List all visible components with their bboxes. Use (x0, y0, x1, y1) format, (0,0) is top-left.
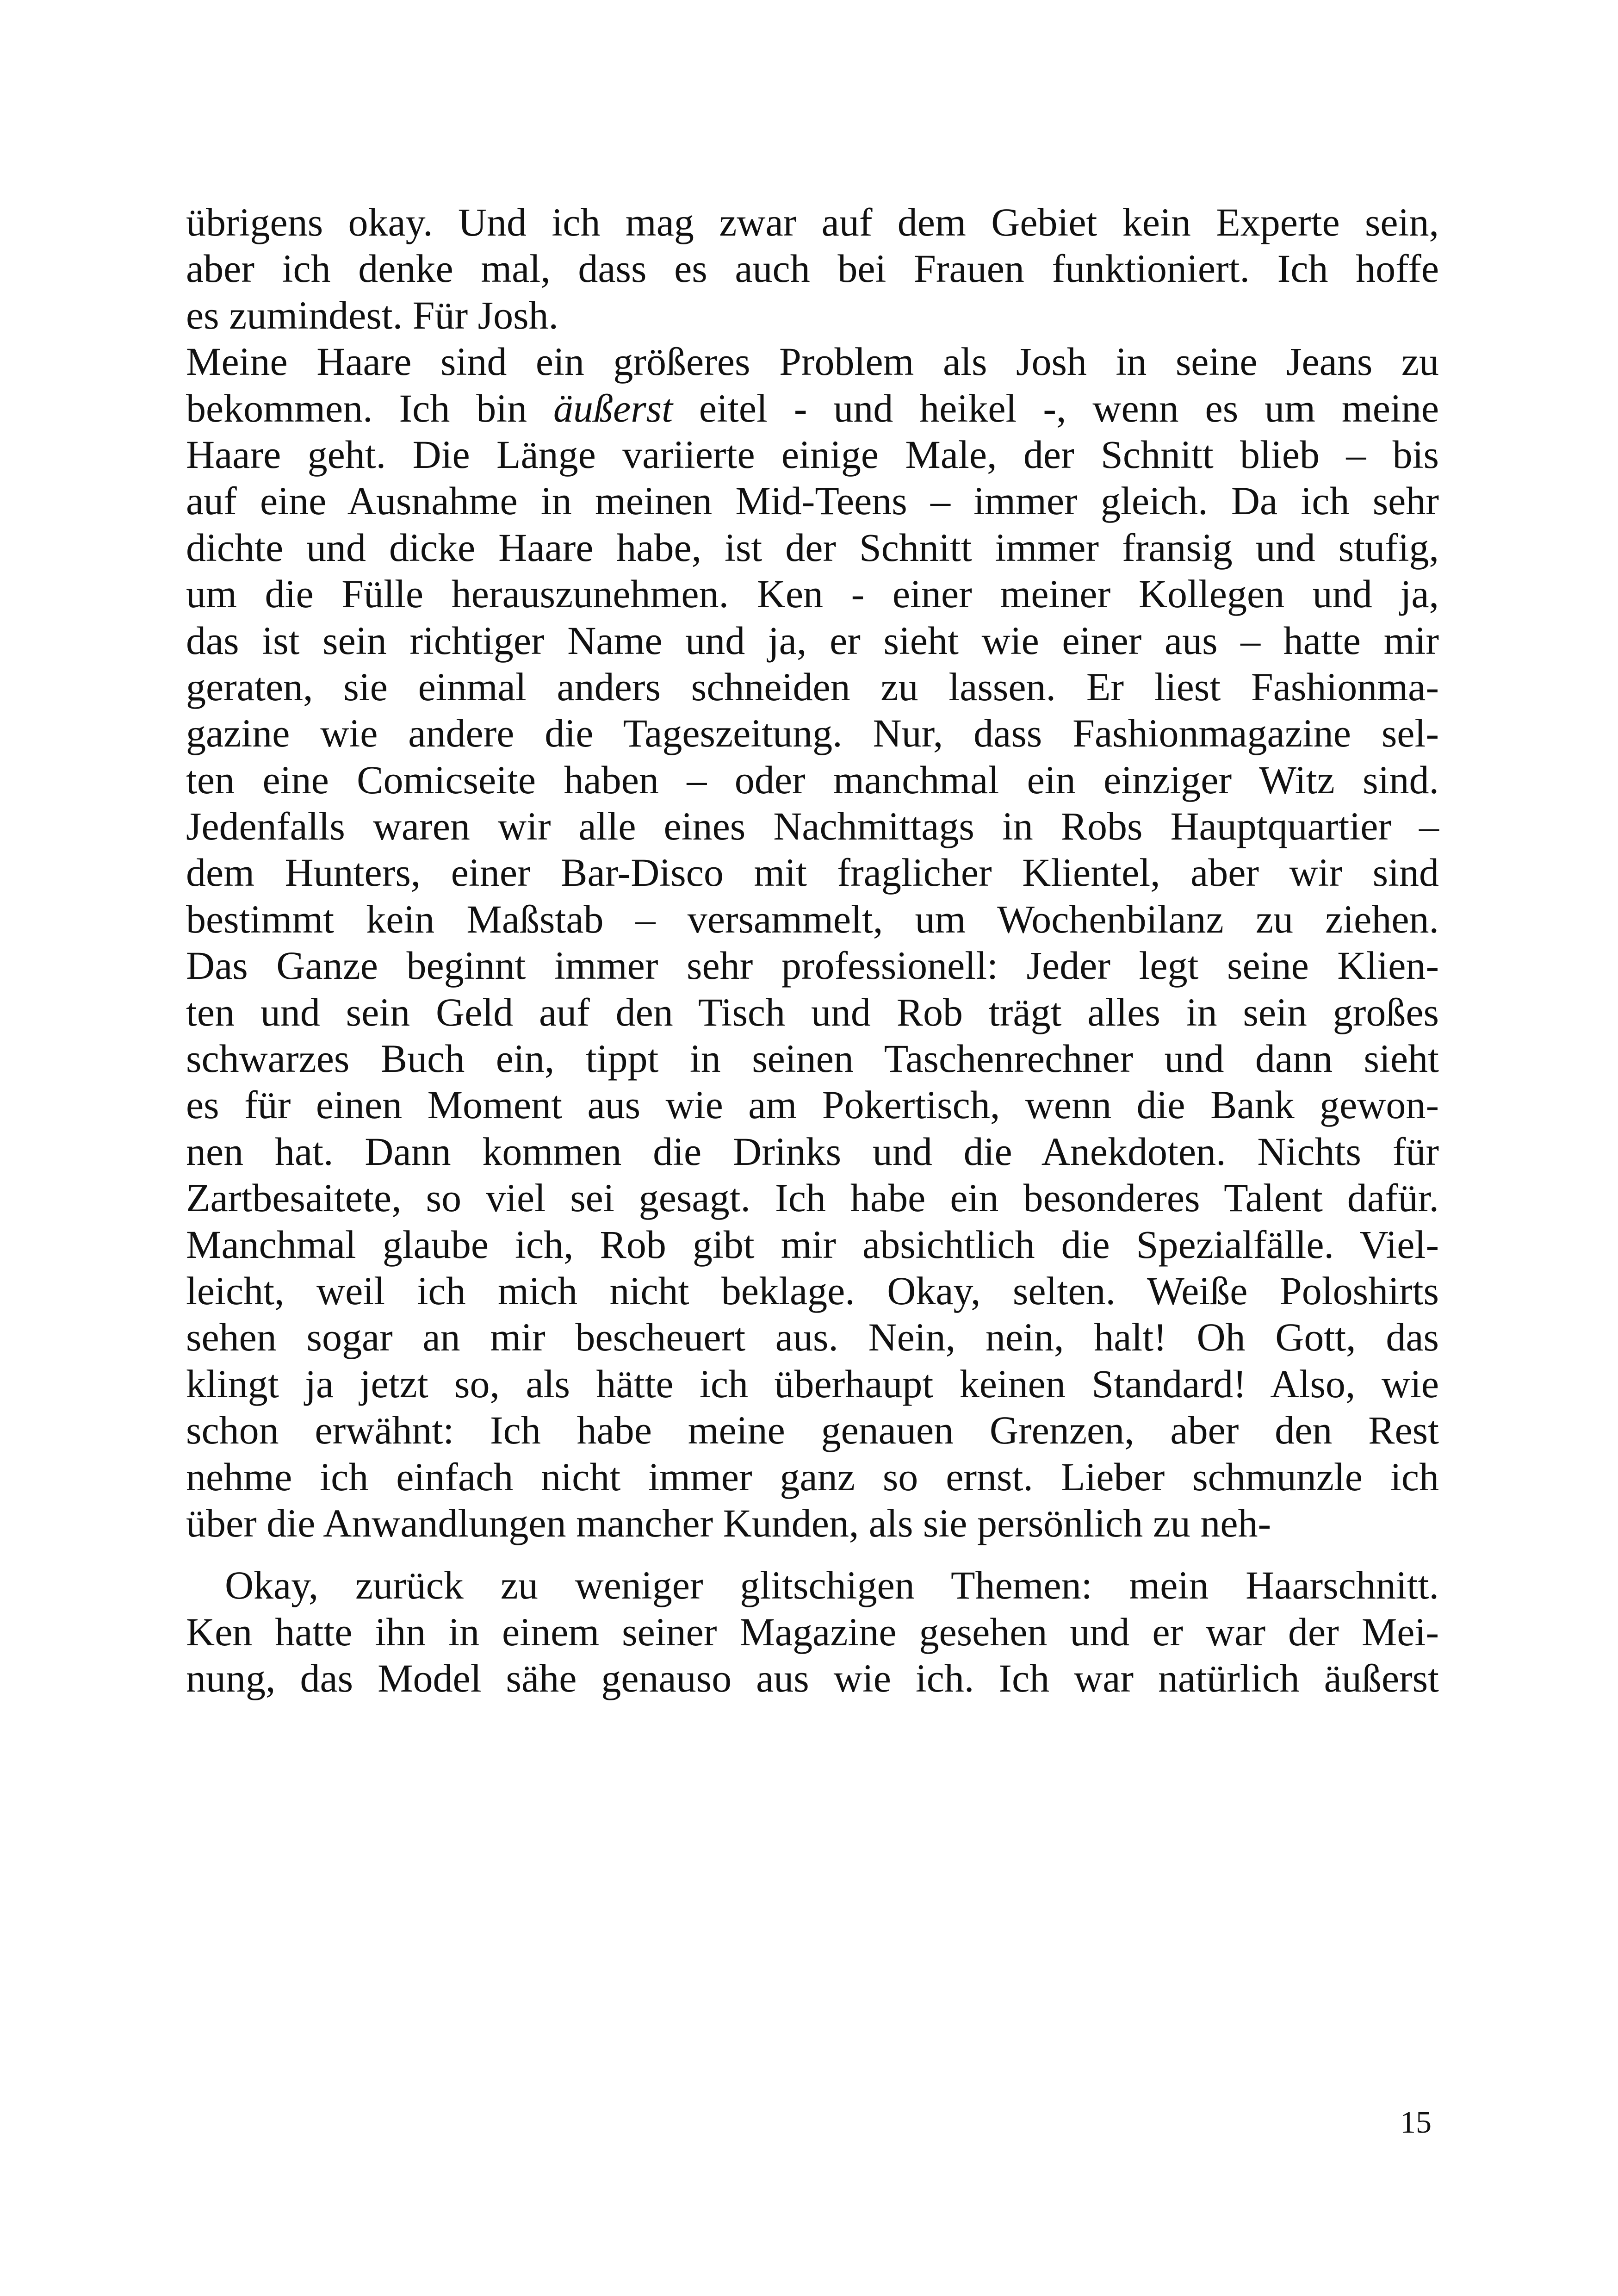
text-line: übrigens okay. Und ich mag zwar auf dem Gebiet kein Experte sein, (186, 200, 1439, 244)
text-line: das ist sein richtiger Name und ja, er sieht wie einer aus – hatte mir (186, 618, 1439, 663)
text-line: Manchmal glaube ich, Rob gibt mir absichtlich die Spezialfälle. Viel- (186, 1222, 1439, 1267)
text-line: Jedenfalls waren wir alle eines Nachmittags in Robs Hauptquartier – (186, 804, 1439, 849)
text-line: aber ich denke mal, dass es auch bei Frauen funktioniert. Ich hoffe (186, 246, 1439, 291)
text-line: schwarzes Buch ein, tippt in seinen Taschenrechner und dann sieht (186, 1036, 1439, 1081)
text-run: bekommen. Ich bin (186, 386, 554, 430)
text-line: klingt ja jetzt so, als hätte ich überhaupt keinen Standard! Also, wie (186, 1361, 1439, 1406)
text-line: um die Fülle herauszunehmen. Ken - einer meiner Kollegen und ja, (186, 572, 1439, 616)
text-line: ten und sein Geld auf den Tisch und Rob trägt alles in sein großes (186, 989, 1439, 1034)
body-text (186, 199, 1439, 1702)
text-line: sehen sogar an mir bescheuert aus. Nein, nein, halt! Oh Gott, das (186, 1315, 1439, 1360)
text-line: Haare geht. Die Länge variierte einige Male, der Schnitt blieb – bis (186, 432, 1439, 477)
text-line: bestimmt kein Maßstab – versammelt, um Wochenbilanz zu ziehen. (186, 896, 1439, 941)
text-line: es für einen Moment aus wie am Pokertisch, wenn die Bank gewon- (186, 1083, 1439, 1127)
page-number: 15 (1400, 2104, 1432, 2140)
text-line: Das Ganze beginnt immer sehr professionell: Jeder legt seine Klien- (186, 943, 1439, 988)
text-line: nehme ich einfach nicht immer ganz so ernst. Lieber schmunzle ich (186, 1454, 1439, 1499)
text-line: dem Hunters, einer Bar-Disco mit fraglicher Klientel, aber wir sind (186, 850, 1439, 895)
text-line: Okay, zurück zu weniger glitschigen Themen: mein Haarschnitt. (225, 1563, 1439, 1608)
text-line: ten eine Comicseite haben – oder manchmal ein einziger Witz sind. (186, 757, 1439, 802)
text-line: nung, das Model sähe genauso aus wie ich. Ich war natürlich äußerst (186, 1656, 1439, 1701)
text-line: gazine wie andere die Tageszeitung. Nur, dass Fashionmagazine sel- (186, 711, 1439, 756)
text-line: dichte und dicke Haare habe, ist der Schnitt immer fransig und stufig, (186, 525, 1439, 570)
text-line: nen hat. Dann kommen die Drinks und die Anekdoten. Nichts für (186, 1129, 1439, 1174)
text-line (186, 385, 1439, 431)
text-run: eitel - und heikel -, wenn es um meine (673, 386, 1439, 430)
text-line: schon erwähnt: Ich habe meine genauen Grenzen, aber den Rest (186, 1408, 1439, 1453)
text-line: Zartbesaitete, so viel sei gesagt. Ich habe ein besonderes Talent dafür. (186, 1176, 1439, 1220)
text-line: Meine Haare sind ein größeres Problem als Josh in seine Jeans zu (186, 339, 1439, 384)
paragraph-gap (186, 1546, 1439, 1562)
text-line: leicht, weil ich mich nicht beklage. Okay, selten. Weiße Poloshirts (186, 1268, 1439, 1313)
text-line: auf eine Ausnahme in meinen Mid-Teens – immer gleich. Da ich sehr (186, 479, 1439, 523)
text-line: es zumindest. Für Josh. (186, 292, 559, 337)
text-line: geraten, sie einmal anders schneiden zu lassen. Er liest Fashionma- (186, 664, 1439, 709)
text-line: über die Anwandlungen mancher Kunden, als sie persönlich zu neh- (186, 1500, 1271, 1545)
emphasized-word: äußerst (553, 386, 673, 430)
text-line: Ken hatte ihn in einem seiner Magazine gesehen und er war der Mei- (186, 1609, 1439, 1654)
